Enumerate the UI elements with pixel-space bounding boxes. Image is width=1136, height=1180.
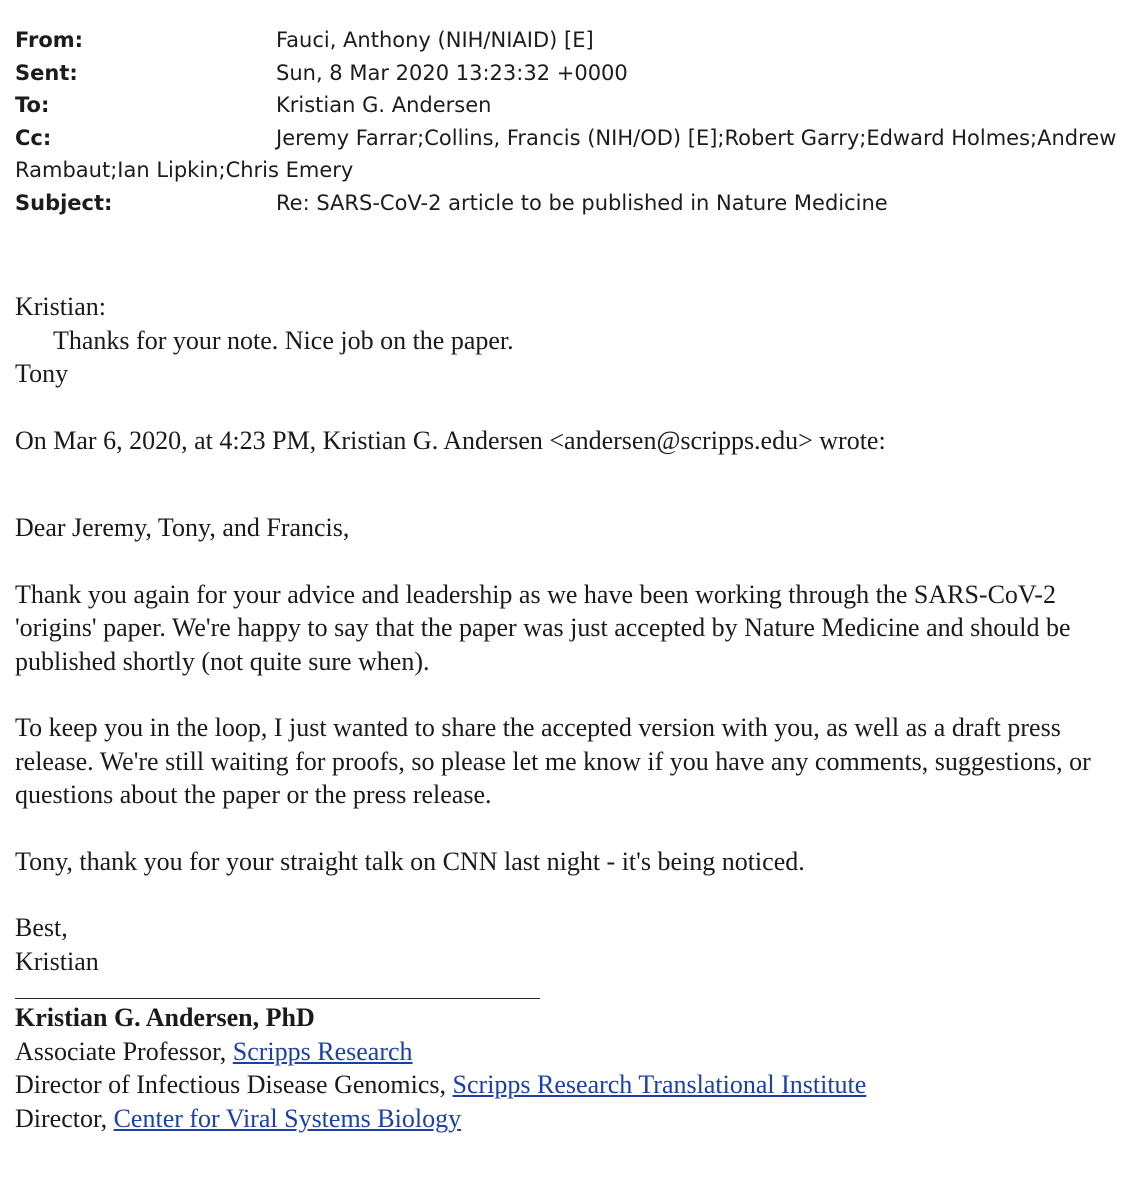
quote-closing: Best, bbox=[15, 913, 68, 942]
quote-paragraph-3: Tony, thank you for your straight talk on CNN last night - it's being noticed. bbox=[15, 846, 805, 876]
to-label: To: bbox=[15, 93, 50, 117]
reply-text: Thanks for your note. Nice job on the paper. bbox=[53, 325, 514, 355]
from-label: From: bbox=[15, 28, 84, 52]
quote-attribution: On Mar 6, 2020, at 4:23 PM, Kristian G. Andersen <andersen@scripps.edu> wrote: bbox=[15, 425, 886, 455]
subject-row bbox=[15, 187, 1125, 220]
signature-divider bbox=[15, 998, 540, 999]
reply-greeting: Kristian: bbox=[15, 292, 106, 321]
cc-row bbox=[15, 122, 1125, 187]
reply-signoff: Tony bbox=[15, 359, 69, 388]
signature-title-3: Director, bbox=[15, 1103, 114, 1133]
subject-value: Re: SARS-CoV-2 article to be published in Nature Medicine bbox=[276, 190, 888, 215]
email-header bbox=[15, 24, 1125, 219]
signature-line-3 bbox=[15, 1102, 1125, 1136]
cc-label: Cc: bbox=[15, 125, 52, 150]
subject-label: Subject: bbox=[15, 190, 113, 215]
signature-name: Kristian G. Andersen, PhD bbox=[15, 1003, 315, 1032]
viral-systems-biology-link[interactable]: Center for Viral Systems Biology bbox=[113, 1103, 462, 1133]
to-row bbox=[15, 89, 1125, 122]
translational-institute-link[interactable]: Scripps Research Translational Institute bbox=[452, 1070, 867, 1099]
quote-salutation: Dear Jeremy, Tony, and Francis, bbox=[15, 513, 350, 542]
from-value: Fauci, Anthony (NIH/NIAID) [E] bbox=[276, 28, 594, 52]
quote-paragraph-1: Thank you again for your advice and leadership as we have been working through the SARS-CoV-2 'origins' paper. We're happy to say that the paper was just accepted by Nature Medicine and should be published shortly (not quite sure when). bbox=[15, 579, 1071, 676]
quote-paragraph-2: To keep you in the loop, I just wanted to share the accepted version with you, as well as a draft press release. We're still waiting for proofs, so please let me know if you have any comments, suggestions, or questions about the paper or the press release. bbox=[15, 713, 1091, 809]
signature-title-1: Associate Professor, bbox=[15, 1036, 233, 1066]
sent-label: Sent: bbox=[15, 60, 78, 85]
sent-value: Sun, 8 Mar 2020 13:23:32 +0000 bbox=[276, 60, 628, 85]
to-value: Kristian G. Andersen bbox=[276, 93, 492, 117]
signature-line-1 bbox=[15, 1035, 1125, 1069]
from-row bbox=[15, 24, 1125, 57]
quote-closing-name: Kristian bbox=[15, 946, 99, 976]
scripps-research-link[interactable]: Scripps Research bbox=[232, 1036, 413, 1066]
cc-value: Jeremy Farrar;Collins, Francis (NIH/OD) [E];Robert Garry;Edward Holmes;Andrew Rambaut;Ian Lipkin;Chris Emery bbox=[15, 125, 1117, 182]
signature-title-2: Director of Infectious Disease Genomics, bbox=[15, 1070, 453, 1099]
sent-row bbox=[15, 57, 1125, 90]
signature-line-2 bbox=[15, 1068, 1125, 1102]
email-body bbox=[15, 290, 1125, 1135]
